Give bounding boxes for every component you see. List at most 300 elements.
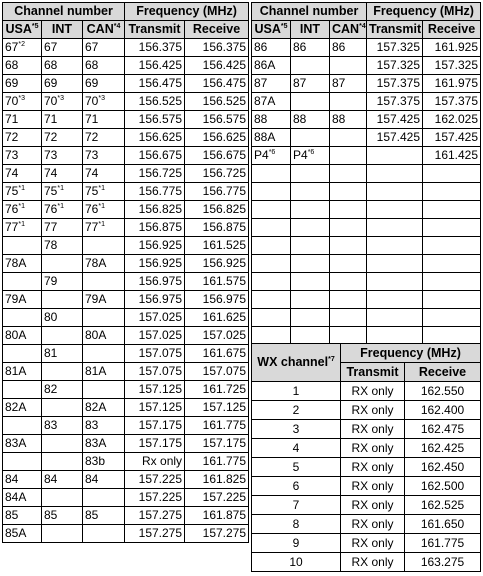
empty-cell bbox=[330, 165, 367, 183]
empty-cell bbox=[367, 327, 423, 345]
receive-header: Receive bbox=[185, 21, 249, 39]
int-channel-cell: 78 bbox=[42, 237, 83, 255]
table-row bbox=[3, 57, 249, 75]
int-channel-cell bbox=[42, 453, 83, 471]
empty-cell bbox=[367, 165, 423, 183]
int-channel-cell bbox=[42, 291, 83, 309]
wx-channel-cell: 9 bbox=[252, 534, 341, 553]
empty-cell bbox=[252, 165, 291, 183]
usa-channel-cell bbox=[3, 237, 42, 255]
int-channel-cell: 69 bbox=[42, 75, 83, 93]
usa-channel-cell: 82A bbox=[3, 399, 42, 417]
receive-cell: 161.775 bbox=[185, 417, 249, 435]
empty-cell bbox=[330, 327, 367, 345]
transmit-cell: RX only bbox=[341, 515, 405, 534]
can-channel-cell bbox=[330, 147, 367, 165]
table-row bbox=[252, 57, 481, 75]
transmit-cell: 157.425 bbox=[367, 111, 423, 129]
receive-cell: 162.425 bbox=[405, 439, 481, 458]
can-channel-cell bbox=[83, 237, 125, 255]
wx-channel-cell: 8 bbox=[252, 515, 341, 534]
table-row bbox=[3, 327, 249, 345]
usa-channel-cell: 77$^{*1}$ bbox=[3, 219, 42, 237]
receive-cell: 161.775 bbox=[405, 534, 481, 553]
frequency-header: Frequency (MHz) bbox=[367, 3, 481, 21]
empty-row bbox=[252, 273, 481, 291]
transmit-cell: 156.825 bbox=[125, 201, 185, 219]
empty-cell bbox=[291, 237, 330, 255]
table-row bbox=[252, 553, 481, 572]
table-row bbox=[252, 129, 481, 147]
usa-channel-cell: 75$^{*1}$ bbox=[3, 183, 42, 201]
can-channel-cell: 83b bbox=[83, 453, 125, 471]
empty-cell bbox=[291, 291, 330, 309]
empty-row bbox=[252, 237, 481, 255]
transmit-header: Transmit bbox=[341, 363, 405, 382]
can-channel-cell: 77$^{*1}$ bbox=[83, 219, 125, 237]
table-row bbox=[3, 453, 249, 471]
transmit-cell: 156.675 bbox=[125, 147, 185, 165]
transmit-cell: 156.625 bbox=[125, 129, 185, 147]
usa-channel-cell: 81A bbox=[3, 363, 42, 381]
wx-channel-cell: 3 bbox=[252, 420, 341, 439]
table-row bbox=[3, 219, 249, 237]
int-channel-cell: 77 bbox=[42, 219, 83, 237]
can-channel-cell: 88 bbox=[330, 111, 367, 129]
transmit-cell: 156.575 bbox=[125, 111, 185, 129]
empty-row bbox=[252, 291, 481, 309]
usa-channel-cell: 72 bbox=[3, 129, 42, 147]
transmit-cell: 157.025 bbox=[125, 309, 185, 327]
int-channel-cell: 87 bbox=[291, 75, 330, 93]
table-row bbox=[3, 147, 249, 165]
usa-channel-cell: 68 bbox=[3, 57, 42, 75]
int-channel-cell bbox=[42, 525, 83, 543]
empty-cell bbox=[330, 255, 367, 273]
empty-cell bbox=[423, 201, 481, 219]
usa-channel-cell: 78A bbox=[3, 255, 42, 273]
can-channel-cell: 83A bbox=[83, 435, 125, 453]
empty-cell bbox=[291, 219, 330, 237]
receive-cell: 162.400 bbox=[405, 401, 481, 420]
receive-cell: 161.575 bbox=[185, 273, 249, 291]
table-row bbox=[3, 471, 249, 489]
can-header: CAN$^{*4}$ bbox=[83, 21, 125, 39]
table-row bbox=[3, 39, 249, 57]
transmit-cell: 156.975 bbox=[125, 273, 185, 291]
usa-channel-cell: 83A bbox=[3, 435, 42, 453]
empty-cell bbox=[423, 255, 481, 273]
can-channel-cell: 86 bbox=[330, 39, 367, 57]
can-channel-cell: 78A bbox=[83, 255, 125, 273]
usa-channel-cell bbox=[3, 309, 42, 327]
receive-cell: 161.925 bbox=[423, 39, 481, 57]
table-row bbox=[252, 534, 481, 553]
can-channel-cell bbox=[83, 381, 125, 399]
int-header: INT bbox=[291, 21, 330, 39]
empty-cell bbox=[330, 183, 367, 201]
int-channel-cell: 85 bbox=[42, 507, 83, 525]
frequency-header: Frequency (MHz) bbox=[341, 344, 481, 363]
wx-channel-cell: 2 bbox=[252, 401, 341, 420]
int-channel-cell: 83 bbox=[42, 417, 83, 435]
table-row bbox=[3, 399, 249, 417]
table-row bbox=[252, 382, 481, 401]
empty-cell bbox=[423, 273, 481, 291]
empty-cell bbox=[367, 183, 423, 201]
usa-channel-cell: 84A bbox=[3, 489, 42, 507]
empty-cell bbox=[330, 201, 367, 219]
empty-cell bbox=[291, 165, 330, 183]
int-channel-cell bbox=[291, 57, 330, 75]
receive-cell: 162.475 bbox=[405, 420, 481, 439]
receive-cell: 157.075 bbox=[185, 363, 249, 381]
usa-channel-cell bbox=[3, 273, 42, 291]
empty-cell bbox=[367, 273, 423, 291]
receive-header: Receive bbox=[423, 21, 481, 39]
int-channel-cell bbox=[42, 399, 83, 417]
wx-channel-cell: 7 bbox=[252, 496, 341, 515]
transmit-cell: RX only bbox=[341, 496, 405, 515]
empty-cell bbox=[423, 219, 481, 237]
table-row bbox=[3, 489, 249, 507]
receive-cell: 157.375 bbox=[423, 93, 481, 111]
empty-cell bbox=[423, 165, 481, 183]
receive-cell: 161.725 bbox=[185, 381, 249, 399]
can-channel-cell: 70$^{*3}$ bbox=[83, 93, 125, 111]
usa-channel-cell: 80A bbox=[3, 327, 42, 345]
empty-row bbox=[252, 309, 481, 327]
usa-channel-cell: 87A bbox=[252, 93, 291, 111]
receive-cell: 162.525 bbox=[405, 496, 481, 515]
transmit-cell: 156.775 bbox=[125, 183, 185, 201]
empty-cell bbox=[291, 201, 330, 219]
can-channel-cell: 72 bbox=[83, 129, 125, 147]
transmit-cell: 157.075 bbox=[125, 363, 185, 381]
empty-row bbox=[252, 255, 481, 273]
can-channel-cell: 67 bbox=[83, 39, 125, 57]
table-row bbox=[3, 129, 249, 147]
empty-row bbox=[252, 201, 481, 219]
transmit-cell: RX only bbox=[341, 382, 405, 401]
empty-cell bbox=[423, 327, 481, 345]
table-row bbox=[3, 165, 249, 183]
table-row bbox=[252, 439, 481, 458]
transmit-cell bbox=[367, 147, 423, 165]
empty-cell bbox=[291, 327, 330, 345]
table-row bbox=[252, 496, 481, 515]
table-row bbox=[252, 477, 481, 496]
wx-channel-cell: 4 bbox=[252, 439, 341, 458]
can-channel-cell: 71 bbox=[83, 111, 125, 129]
empty-cell bbox=[252, 201, 291, 219]
empty-cell bbox=[330, 273, 367, 291]
empty-cell bbox=[291, 255, 330, 273]
table-row bbox=[3, 525, 249, 543]
channel-table-left bbox=[2, 2, 249, 543]
int-channel-cell: 79 bbox=[42, 273, 83, 291]
receive-cell: 157.175 bbox=[185, 435, 249, 453]
empty-cell bbox=[291, 273, 330, 291]
empty-row bbox=[252, 165, 481, 183]
usa-channel-cell: 85A bbox=[3, 525, 42, 543]
transmit-cell: 157.275 bbox=[125, 507, 185, 525]
transmit-cell: RX only bbox=[341, 534, 405, 553]
int-channel-cell: 81 bbox=[42, 345, 83, 363]
int-channel-cell: 84 bbox=[42, 471, 83, 489]
transmit-cell: RX only bbox=[341, 420, 405, 439]
table-row bbox=[3, 255, 249, 273]
int-header: INT bbox=[42, 21, 83, 39]
receive-cell: 161.825 bbox=[185, 471, 249, 489]
int-channel-cell: 76$^{*1}$ bbox=[42, 201, 83, 219]
transmit-cell: 157.075 bbox=[125, 345, 185, 363]
usa-channel-cell: 86 bbox=[252, 39, 291, 57]
transmit-cell: 157.125 bbox=[125, 381, 185, 399]
int-channel-cell bbox=[42, 255, 83, 273]
wx-channel-header: WX channel$^{*7}$ bbox=[252, 344, 341, 382]
int-channel-cell bbox=[291, 93, 330, 111]
frequency-header: Frequency (MHz) bbox=[125, 3, 249, 21]
can-channel-cell: 73 bbox=[83, 147, 125, 165]
receive-cell: 163.275 bbox=[405, 553, 481, 572]
usa-channel-cell: 69 bbox=[3, 75, 42, 93]
int-channel-cell bbox=[291, 129, 330, 147]
transmit-cell: RX only bbox=[341, 439, 405, 458]
transmit-cell: 157.325 bbox=[367, 39, 423, 57]
receive-cell: 161.975 bbox=[423, 75, 481, 93]
can-channel-cell bbox=[330, 129, 367, 147]
receive-cell: 156.875 bbox=[185, 219, 249, 237]
int-channel-cell: 74 bbox=[42, 165, 83, 183]
table-row bbox=[3, 273, 249, 291]
receive-cell: 157.325 bbox=[423, 57, 481, 75]
usa-channel-cell: 87 bbox=[252, 75, 291, 93]
empty-cell bbox=[252, 309, 291, 327]
receive-cell: 156.625 bbox=[185, 129, 249, 147]
int-channel-cell bbox=[42, 489, 83, 507]
receive-cell: 156.575 bbox=[185, 111, 249, 129]
empty-cell bbox=[252, 237, 291, 255]
can-channel-cell: 85 bbox=[83, 507, 125, 525]
table-row bbox=[252, 111, 481, 129]
int-channel-cell bbox=[42, 435, 83, 453]
receive-cell: 156.825 bbox=[185, 201, 249, 219]
empty-cell bbox=[423, 183, 481, 201]
wx-channel-cell: 1 bbox=[252, 382, 341, 401]
can-header: CAN$^{*4}$ bbox=[330, 21, 367, 39]
usa-channel-cell: 74 bbox=[3, 165, 42, 183]
transmit-cell: 157.375 bbox=[367, 75, 423, 93]
can-channel-cell bbox=[83, 345, 125, 363]
receive-cell: 161.650 bbox=[405, 515, 481, 534]
int-channel-cell: 72 bbox=[42, 129, 83, 147]
transmit-cell: 156.975 bbox=[125, 291, 185, 309]
transmit-cell: RX only bbox=[341, 401, 405, 420]
channel-number-header: Channel number bbox=[3, 3, 125, 21]
transmit-cell: 157.175 bbox=[125, 417, 185, 435]
empty-cell bbox=[252, 327, 291, 345]
empty-cell bbox=[423, 291, 481, 309]
table-row bbox=[3, 111, 249, 129]
receive-cell: 156.475 bbox=[185, 75, 249, 93]
receive-cell: 156.725 bbox=[185, 165, 249, 183]
can-channel-cell bbox=[330, 57, 367, 75]
usa-header: USA$^{*5}$ bbox=[3, 21, 42, 39]
transmit-cell: 156.375 bbox=[125, 39, 185, 57]
usa-channel-cell: 70$^{*3}$ bbox=[3, 93, 42, 111]
receive-cell: 162.550 bbox=[405, 382, 481, 401]
usa-channel-cell bbox=[3, 381, 42, 399]
empty-cell bbox=[252, 291, 291, 309]
can-channel-cell: 83 bbox=[83, 417, 125, 435]
empty-row bbox=[252, 219, 481, 237]
can-channel-cell: 74 bbox=[83, 165, 125, 183]
usa-channel-cell: 67$^{*2}$ bbox=[3, 39, 42, 57]
transmit-cell: 156.525 bbox=[125, 93, 185, 111]
transmit-cell: 156.925 bbox=[125, 255, 185, 273]
usa-channel-cell: 84 bbox=[3, 471, 42, 489]
int-channel-cell: 80 bbox=[42, 309, 83, 327]
table-row bbox=[3, 237, 249, 255]
transmit-cell: 157.225 bbox=[125, 489, 185, 507]
can-channel-cell: 80A bbox=[83, 327, 125, 345]
empty-cell bbox=[367, 237, 423, 255]
table-row bbox=[252, 401, 481, 420]
can-channel-cell: 69 bbox=[83, 75, 125, 93]
receive-cell: 162.025 bbox=[423, 111, 481, 129]
empty-cell bbox=[367, 219, 423, 237]
usa-channel-cell bbox=[3, 345, 42, 363]
channel-table-right bbox=[251, 2, 481, 345]
empty-row bbox=[252, 183, 481, 201]
empty-cell bbox=[252, 273, 291, 291]
transmit-cell: 156.475 bbox=[125, 75, 185, 93]
transmit-cell: RX only bbox=[341, 553, 405, 572]
transmit-cell: 157.125 bbox=[125, 399, 185, 417]
can-channel-cell: 82A bbox=[83, 399, 125, 417]
can-channel-cell bbox=[330, 93, 367, 111]
table-row bbox=[3, 201, 249, 219]
table-row bbox=[3, 363, 249, 381]
transmit-cell: 157.225 bbox=[125, 471, 185, 489]
table-row bbox=[3, 309, 249, 327]
receive-cell: 157.275 bbox=[185, 525, 249, 543]
receive-cell: 161.625 bbox=[185, 309, 249, 327]
receive-cell: 156.775 bbox=[185, 183, 249, 201]
usa-channel-cell: 85 bbox=[3, 507, 42, 525]
table-row bbox=[252, 420, 481, 439]
transmit-cell: 156.425 bbox=[125, 57, 185, 75]
empty-cell bbox=[367, 255, 423, 273]
channel-number-header: Channel number bbox=[252, 3, 367, 21]
empty-cell bbox=[291, 183, 330, 201]
can-channel-cell bbox=[83, 273, 125, 291]
receive-cell: 156.675 bbox=[185, 147, 249, 165]
transmit-cell: 157.175 bbox=[125, 435, 185, 453]
empty-cell bbox=[367, 291, 423, 309]
can-channel-cell: 76$^{*1}$ bbox=[83, 201, 125, 219]
wx-channel-cell: 5 bbox=[252, 458, 341, 477]
int-channel-cell: P4$^{*6}$ bbox=[291, 147, 330, 165]
table-row bbox=[3, 381, 249, 399]
table-row bbox=[3, 345, 249, 363]
receive-cell: 156.425 bbox=[185, 57, 249, 75]
receive-cell: 161.775 bbox=[185, 453, 249, 471]
table-row bbox=[3, 435, 249, 453]
table-row bbox=[3, 417, 249, 435]
receive-header: Receive bbox=[405, 363, 481, 382]
can-channel-cell: 87 bbox=[330, 75, 367, 93]
usa-channel-cell: 79A bbox=[3, 291, 42, 309]
receive-cell: 157.425 bbox=[423, 129, 481, 147]
transmit-cell: RX only bbox=[341, 458, 405, 477]
wx-channel-cell: 6 bbox=[252, 477, 341, 496]
receive-cell: 161.425 bbox=[423, 147, 481, 165]
receive-cell: 161.875 bbox=[185, 507, 249, 525]
empty-cell bbox=[252, 219, 291, 237]
empty-cell bbox=[423, 309, 481, 327]
usa-channel-cell: 71 bbox=[3, 111, 42, 129]
can-channel-cell bbox=[83, 489, 125, 507]
transmit-cell: 156.875 bbox=[125, 219, 185, 237]
empty-cell bbox=[423, 237, 481, 255]
receive-cell: 157.025 bbox=[185, 327, 249, 345]
usa-channel-cell: 73 bbox=[3, 147, 42, 165]
can-channel-cell: 68 bbox=[83, 57, 125, 75]
transmit-cell: 157.325 bbox=[367, 57, 423, 75]
can-channel-cell: 79A bbox=[83, 291, 125, 309]
can-channel-cell: 81A bbox=[83, 363, 125, 381]
table-row bbox=[3, 75, 249, 93]
empty-cell bbox=[367, 309, 423, 327]
empty-cell bbox=[252, 255, 291, 273]
table-row bbox=[252, 147, 481, 165]
usa-channel-cell: 86A bbox=[252, 57, 291, 75]
transmit-cell: RX only bbox=[341, 477, 405, 496]
table-row bbox=[252, 458, 481, 477]
transmit-header: Transmit bbox=[367, 21, 423, 39]
empty-cell bbox=[367, 201, 423, 219]
receive-cell: 162.450 bbox=[405, 458, 481, 477]
empty-cell bbox=[330, 219, 367, 237]
empty-cell bbox=[330, 291, 367, 309]
int-channel-cell: 68 bbox=[42, 57, 83, 75]
empty-cell bbox=[330, 237, 367, 255]
usa-channel-cell: P4$^{*6}$ bbox=[252, 147, 291, 165]
int-channel-cell: 86 bbox=[291, 39, 330, 57]
int-channel-cell: 70$^{*3}$ bbox=[42, 93, 83, 111]
receive-cell: 161.525 bbox=[185, 237, 249, 255]
empty-cell bbox=[330, 309, 367, 327]
table-row bbox=[3, 93, 249, 111]
usa-channel-cell: 76$^{*1}$ bbox=[3, 201, 42, 219]
table-row bbox=[3, 507, 249, 525]
transmit-cell: 157.275 bbox=[125, 525, 185, 543]
can-channel-cell bbox=[83, 309, 125, 327]
receive-cell: 162.500 bbox=[405, 477, 481, 496]
transmit-cell: 157.425 bbox=[367, 129, 423, 147]
int-channel-cell: 73 bbox=[42, 147, 83, 165]
receive-cell: 156.975 bbox=[185, 291, 249, 309]
table-row bbox=[252, 93, 481, 111]
usa-channel-cell bbox=[3, 453, 42, 471]
usa-channel-cell: 88A bbox=[252, 129, 291, 147]
transmit-cell: 156.725 bbox=[125, 165, 185, 183]
receive-cell: 156.375 bbox=[185, 39, 249, 57]
transmit-cell: 156.925 bbox=[125, 237, 185, 255]
int-channel-cell: 71 bbox=[42, 111, 83, 129]
